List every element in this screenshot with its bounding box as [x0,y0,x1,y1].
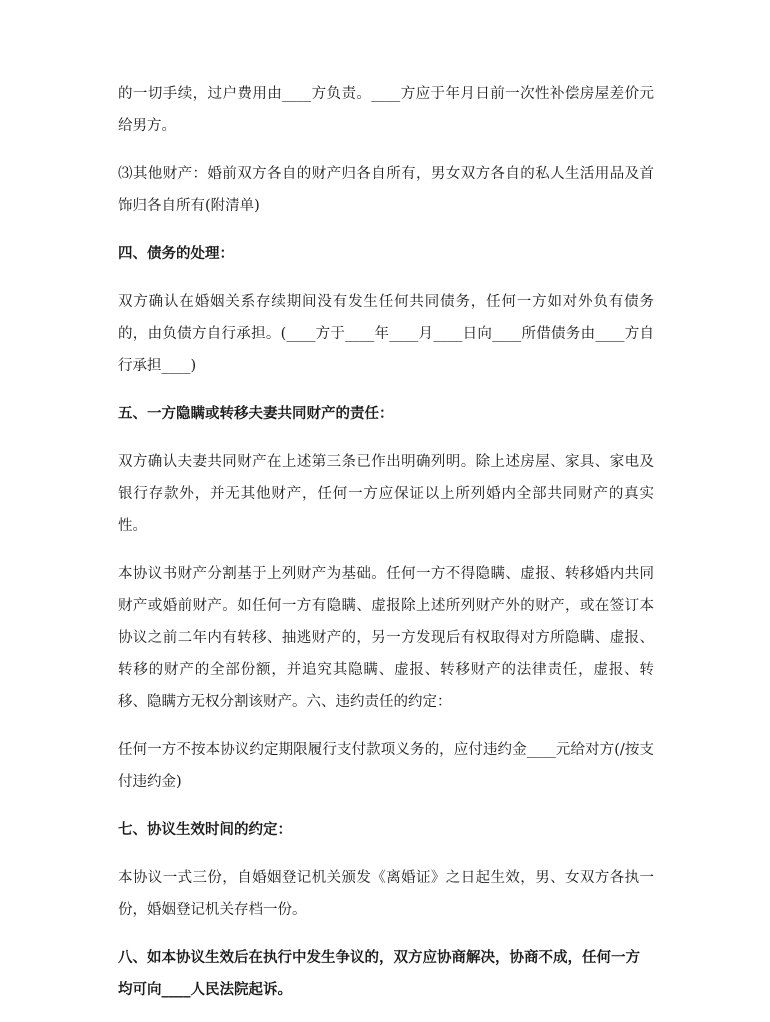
heading-dispute-resolution: 八、如本协议生效后在执行中发生争议的，双方应协商解决，协商不成，任何一方均可向____人民法院起诉。 [118,949,640,998]
heading-concealment-liability: 五、一方隐瞒或转移夫妻共同财产的责任： [118,405,394,422]
document-page [118,78,654,1022]
paragraph-other-property: ⑶其他财产：婚前双方各自的财产归各自所有，男女双方各自的私人生活用品及首饰归各自所有(附清单) [118,166,654,214]
paragraph-copies-effective: 本协议一式三份，自婚姻登记机关颁发《离婚证》之日起生效，男、女双方各执一份，婚姻登记机关存档一份。 [118,870,654,918]
paragraph-property-listing: 双方确认夫妻共同财产在上述第三条已作出明确列明。除上述房屋、家具、家电及银行存款外，并无其他财产，任何一方应保证以上所列婚内全部共同财产的真实性。 [118,454,654,534]
heading-debt-handling: 四、债务的处理： [118,245,234,262]
paragraph-debt-confirmation: 双方确认在婚姻关系存续期间没有发生任何共同债务，任何一方如对外负有债务的，由负债方自行承担。(____方于____年____月____日向____所借债务由____方自行承担____) [118,294,654,374]
paragraph-transfer-fees: 的一切手续，过户费用由____方负责。____方应于年月日前一次性补偿房屋差价元给男方。 [118,86,654,134]
paragraph-property-division: 本协议书财产分割基于上列财产为基础。任何一方不得隐瞒、虚报、转移婚内共同财产或婚前财产。如任何一方有隐瞒、虚报除上述所列财产外的财产，或在签订本协议之前二年内有转移、抽逃财产的，另一方发现后有权取得对方所隐瞒、虚报、转移的财产的全部份额，并追究其隐瞒、虚报、转移财产的法律责任，虚报、转移、隐瞒方无权分割该财产。六、违约责任的约定： [118,566,654,710]
paragraph-breach-penalty: 任何一方不按本协议约定期限履行支付款项义务的，应付违约金____元给对方(/按支付违约金) [118,742,654,790]
heading-effective-time: 七、协议生效时间的约定： [118,821,292,838]
